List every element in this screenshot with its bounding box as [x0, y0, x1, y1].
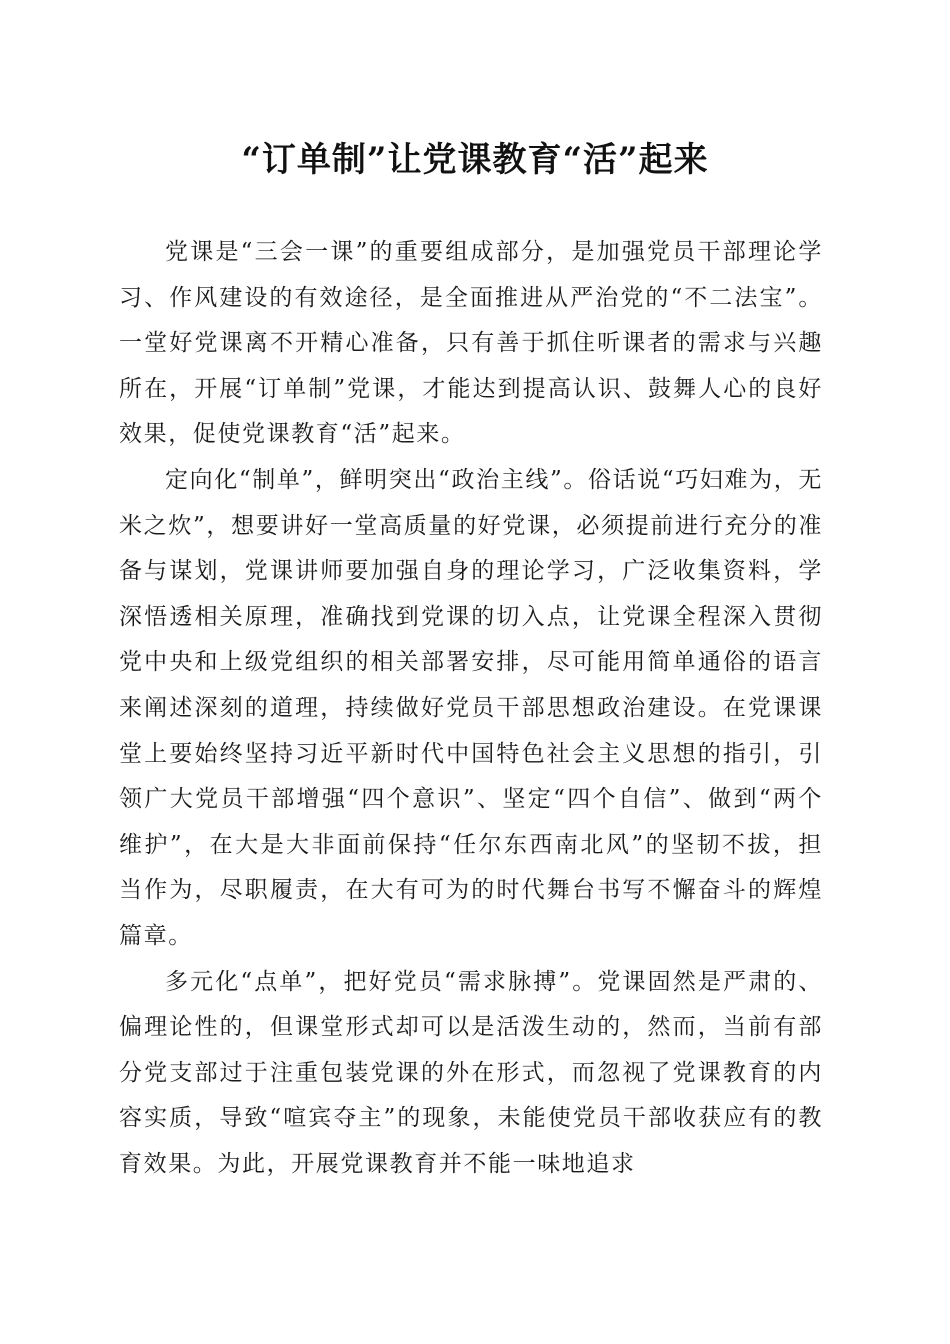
document-body: [119, 230, 823, 1187]
paragraph-diversified-ordering: 多元化“点单”，把好党员“需求脉搏”。党课固然是严肃的、偏理论性的，但课堂形式却可以是活泼生动的，然而，当前有部分党支部过于注重包装党课的外在形式，而忽视了党课教育的内容实质，导致“喧宾夺主”的现象，未能使党员干部收获应有的教育效果。为此，开展党课教育并不能一味地追求: [119, 968, 823, 1177]
document-title: “订单制”让党课教育“活”起来: [241, 140, 709, 180]
paragraph-directional-ordering: 定向化“制单”，鲜明突出“政治主线”。俗话说“巧妇难为，无米之炊”，想要讲好一堂高质量的好党课，必须提前进行充分的准备与谋划，党课讲师要加强自身的理论学习，广泛收集资料，学深悟透相关原理，准确找到党课的切入点，让党课全程深入贯彻党中央和上级党组织的相关部署安排，尽可能用简单通俗的语言来阐述深刻的道理，持续做好党员干部思想政治建设。在党课课堂上要始终坚持习近平新时代中国特色社会主义思想的指引，引领广大党员干部增强“四个意识”、坚定“四个自信”、做到“两个维护”，在大是大非面前保持“任尔东西南北风”的坚韧不拔，担当作为，尽职履责，在大有可为的时代舞台书写不懈奋斗的辉煌篇章。: [119, 466, 823, 949]
paragraph-intro: 党课是“三会一课”的重要组成部分，是加强党员干部理论学习、作风建设的有效途径，是全面推进从严治党的“不二法宝”。一堂好党课离不开精心准备，只有善于抓住听课者的需求与兴趣所在，开展“订单制”党课，才能达到提高认识、鼓舞人心的良好效果，促使党课教育“活”起来。: [119, 239, 823, 448]
